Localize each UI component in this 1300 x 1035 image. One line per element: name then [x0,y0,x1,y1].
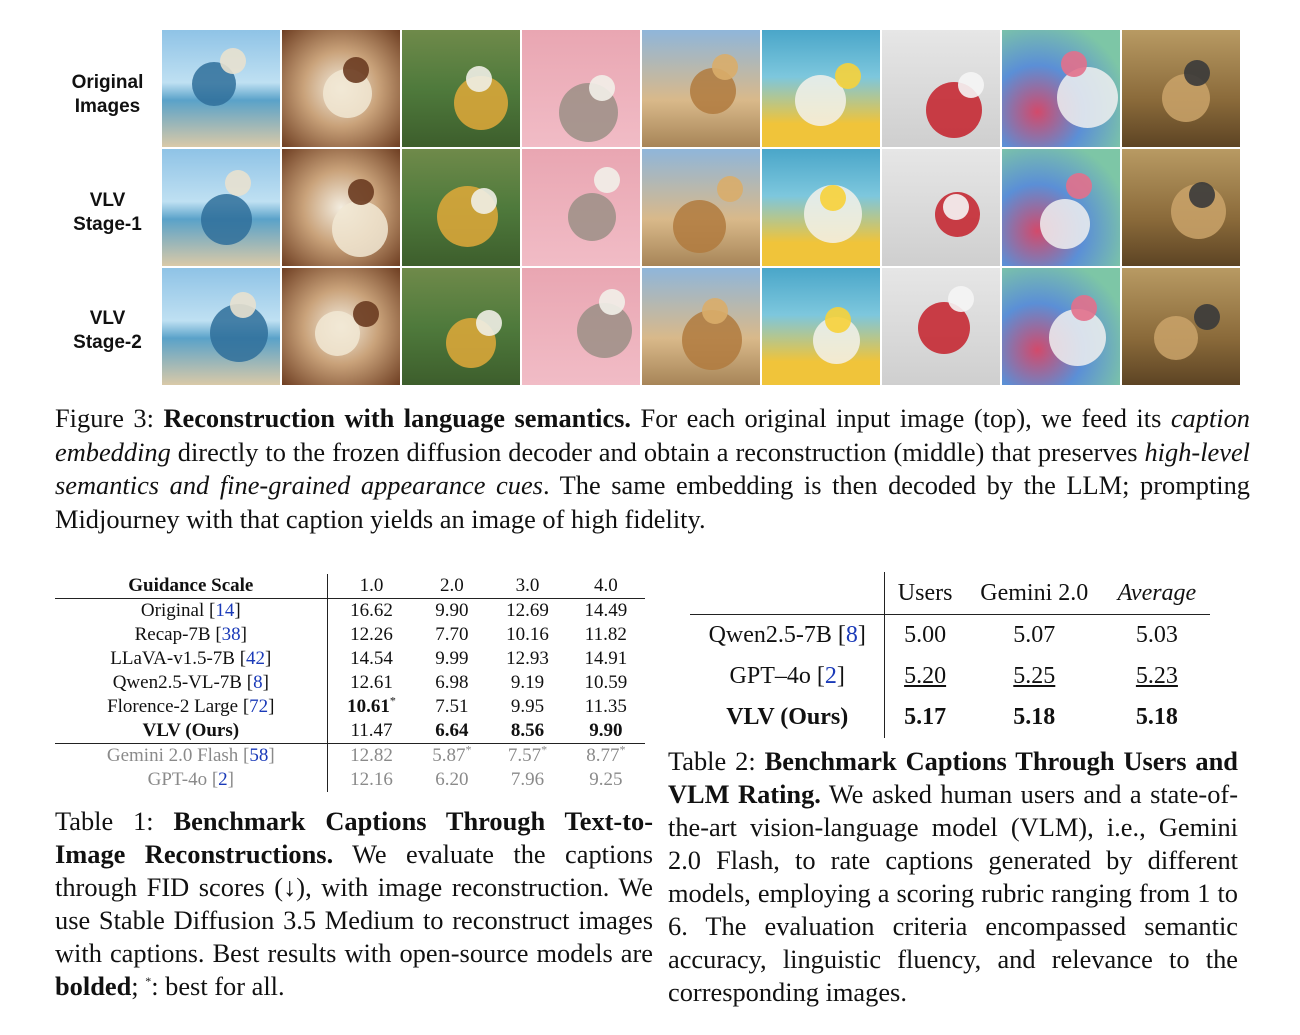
row-label [55,719,327,744]
table-cell [1104,656,1210,697]
image-subject-shape [332,201,388,257]
table-cell [1104,697,1210,738]
row-label: LLaVA-v1.5-7B [42] [55,647,327,671]
figure-image [522,268,640,385]
table-cell [415,671,488,695]
caption-emphasis: high-level semantics and fine-grained appearance cues [55,436,1250,500]
image-detail-shape [466,66,492,92]
table-1 [55,574,645,792]
table-cell [415,695,488,719]
caption-text: ; [131,971,146,1001]
table-cell [567,744,645,769]
image-detail-shape [594,167,620,193]
image-subject-shape [1057,67,1118,128]
image-detail-shape [1184,60,1210,86]
table-cell [327,671,415,695]
citation-link[interactable]: 8 [845,622,858,648]
table-2-caption [668,745,1238,1009]
table-header-cell: 2.0 [415,574,488,599]
image-detail-shape [599,289,625,315]
model-name: Gemini 2.0 Flash [106,745,239,766]
cell-value: 7.70 [435,624,469,645]
figure-image [402,30,520,147]
citation-link[interactable]: 14 [215,600,235,621]
table-cell [327,623,415,647]
row-label-line: Stage-1 [73,214,142,235]
table-cell [415,647,488,671]
model-name: Qwen2.5-7B [708,622,832,648]
image-subject-shape [673,200,726,253]
image-detail-shape [702,298,728,324]
image-grid [162,30,1243,386]
table-cell [488,695,566,719]
caption-text: We asked human users and a state-of-the-art vision-language model (VLM), i.e., Gemini 2.0 Flash, to rate captions generated by different models, employing a scoring rubric ranging from 1 to 6. The evaluation criteria encompassed semantic accuracy, linguistic fluency, and relevance to the corresponding images. [668,779,1238,1007]
citation-link[interactable]: 38 [221,624,241,645]
citation-link[interactable]: 2 [218,769,228,790]
image-detail-shape [348,179,374,205]
cell-value: 11.35 [584,696,627,717]
cell-value: 5.23 [1135,663,1178,689]
cell-value: 12.26 [350,624,393,645]
caption-text: . The same embedding is then decoded by the LLM; prompting Midjourney with that caption yields an image of high fidelity. [55,470,1250,534]
row-label-stage2 [55,307,160,355]
table-header-cell: Gemini 2.0 [965,572,1104,615]
figure-image [402,149,520,266]
table-row [55,623,645,647]
table-cell [327,647,415,671]
table-header-row [690,572,1210,615]
table-cell [488,671,566,695]
cell-value: 6.20 [435,769,469,790]
table-cell [567,647,645,671]
citation-link[interactable]: 72 [249,696,269,717]
image-detail-shape [471,188,497,214]
row-label-line: Original [71,72,144,93]
cell-value: 5.00 [904,622,947,648]
cell-value: 12.69 [506,600,549,621]
figure-image [762,30,880,147]
figure-image [1002,149,1120,266]
figure-image [882,268,1000,385]
image-detail-shape [948,286,974,312]
table-cell [567,768,645,792]
table-header-cell: Guidance Scale [55,574,327,599]
image-detail-shape [943,194,969,220]
image-subject-shape [1154,316,1198,360]
table-cell [488,744,566,769]
figure-image [762,149,880,266]
table-cell [885,615,965,657]
caption-title: Benchmark Captions Through Users and VLM Rating. [668,746,1238,809]
table-body [55,599,645,793]
citation-link[interactable]: 8 [253,672,263,693]
table-header-cell: 3.0 [488,574,566,599]
image-subject-shape [1040,199,1090,249]
table-cell [965,615,1104,657]
table-header-cell: 1.0 [327,574,415,599]
table-row [55,647,645,671]
image-detail-shape [1071,295,1097,321]
figure-image [762,268,880,385]
table-cell [415,623,488,647]
row-label [690,697,885,738]
figure-image [1002,30,1120,147]
row-label-line: VLV [89,308,126,329]
image-detail-shape [820,185,846,211]
caption-text: directly to the frozen diffusion decoder and obtain a reconstruction (middle) that preserves [170,436,1145,467]
table-header-cell: 4.0 [567,574,645,599]
cell-value: 8.77 [586,745,620,766]
figure-image [882,149,1000,266]
table-cell [885,656,965,697]
table-cell [567,623,645,647]
table-1-caption [55,805,653,1003]
model-name: GPT-4o [147,769,208,790]
table-cell [415,599,488,624]
table-row [690,697,1210,738]
cell-value: 6.64 [435,720,469,741]
cell-value: 5.03 [1135,622,1178,648]
table-cell [488,599,566,624]
cell-value: 8.56 [510,720,545,741]
table-cell [327,719,415,744]
cell-value: 12.61 [350,672,393,693]
best-overall-star: * [389,693,396,708]
table-cell [567,599,645,624]
image-subject-shape [568,193,616,241]
cell-value: 6.98 [435,672,469,693]
caption-label: Figure 3: [55,403,164,433]
cell-value: 12.93 [506,648,549,669]
figure-image [642,30,760,147]
cell-value: 10.61 [347,696,390,717]
table-cell [488,623,566,647]
caption-text: : best for all. [151,971,285,1001]
figure-image [642,149,760,266]
figure-image [162,268,280,385]
table-row [690,615,1210,657]
figure-image [1002,268,1120,385]
table-body [690,615,1210,739]
cell-value: 5.07 [1013,622,1056,648]
row-label: GPT–4o [2] [690,656,885,697]
table-cell [965,656,1104,697]
model-name: VLV (Ours) [726,704,849,730]
image-detail-shape [476,310,502,336]
table-row [55,719,645,744]
row-label: GPT-4o [2] [55,768,327,792]
cell-value: 11.82 [584,624,627,645]
cell-value: 12.82 [350,745,393,766]
image-detail-shape [835,63,861,89]
table-cell [415,768,488,792]
table-cell [415,744,488,769]
figure-image [882,30,1000,147]
table-cell [327,695,415,719]
model-name: Recap-7B [134,624,211,645]
figure-image [402,268,520,385]
cell-value: 7.51 [435,696,469,717]
cell-value: 14.49 [584,600,628,621]
table-row [55,671,645,695]
cell-value: 9.95 [510,696,545,717]
figure-image [642,268,760,385]
table-cell [567,695,645,719]
table-row [55,744,645,769]
row-label-line: Stage-2 [73,332,142,353]
model-name: VLV (Ours) [142,720,240,741]
image-detail-shape [717,176,743,202]
table-cell [885,697,965,738]
caption-emphasis: bolded [55,971,132,1001]
table-row [55,599,645,624]
row-label: Qwen2.5-7B [8] [690,615,885,657]
image-detail-shape [825,307,851,333]
cell-value: 9.25 [589,769,623,790]
model-name: Original [140,600,205,621]
table-cell [327,768,415,792]
figure-caption [55,402,1250,536]
cell-value: 5.20 [904,663,947,689]
cell-value: 16.62 [350,600,393,621]
figure-image [1122,30,1240,147]
figure-image [1122,149,1240,266]
caption-title: Benchmark Captions Through Text-to-Image Reconstructions. [55,806,653,869]
figure-image [282,268,400,385]
row-label-stage1 [55,189,160,237]
table-2 [690,572,1210,738]
image-detail-shape [220,48,246,74]
cell-value: 11.47 [350,720,393,741]
figure-image [1122,268,1240,385]
cell-value: 9.90 [589,720,623,741]
figure-image [282,149,400,266]
figure-image [522,149,640,266]
table-row [55,768,645,792]
row-label: Florence-2 Large [72] [55,695,327,719]
table-header-cell [690,572,885,615]
image-detail-shape [1189,182,1215,208]
image-detail-shape [958,72,984,98]
cell-value: 14.54 [350,648,393,669]
cell-value: 5.25 [1013,663,1056,689]
table-cell [1104,615,1210,657]
cell-value: 14.91 [584,648,628,669]
caption-label: Table 2: [668,746,765,776]
cell-value: 5.87 [432,745,466,766]
cell-value: 10.59 [584,672,628,693]
image-detail-shape [225,170,251,196]
caption-emphasis: caption embedding [55,403,1251,467]
figure-image [522,30,640,147]
citation-link[interactable]: 2 [824,663,837,689]
model-name: Qwen2.5-VL-7B [112,672,242,693]
cell-value: 9.90 [435,600,469,621]
image-detail-shape [712,54,738,80]
table-cell [567,719,645,744]
model-name: LLaVA-v1.5-7B [110,648,235,669]
caption-title: Reconstruction with language semantics. [163,403,632,433]
table-cell [567,671,645,695]
best-overall-star: * [619,742,626,757]
caption-text: For each original input image (top), we feed its [631,403,1171,433]
table-cell [488,768,566,792]
cell-value: 5.18 [1135,704,1178,730]
image-subject-shape [201,194,252,245]
best-overall-star: * [541,742,548,757]
citation-link[interactable]: 42 [246,648,266,669]
table-header-cell: Users [885,572,965,615]
row-label: Gemini 2.0 Flash [58] [55,744,327,769]
image-detail-shape [353,301,379,327]
table-row [55,695,645,719]
figure-image [162,30,280,147]
cell-value: 10.16 [506,624,549,645]
figure-image [162,149,280,266]
row-label: Recap-7B [38] [55,623,327,647]
row-label: Qwen2.5-VL-7B [8] [55,671,327,695]
row-label-original [55,71,160,119]
cell-value: 5.18 [1013,704,1056,730]
model-name: GPT–4o [729,663,811,689]
cell-value: 5.17 [904,704,947,730]
image-detail-shape [1194,304,1220,330]
table-cell [488,719,566,744]
image-detail-shape [343,57,369,83]
best-overall-star: * [465,742,472,757]
caption-star: * [145,974,152,989]
cell-value: 12.16 [350,769,393,790]
caption-text: We evaluate the captions through FID scores (↓), with image reconstruction. We use Stable Diffusion 3.5 Medium to reconstruct images with captions. Best results with open-source models are [55,839,653,968]
table-header-row [55,574,645,599]
cell-value: 9.99 [435,648,469,669]
image-detail-shape [230,292,256,318]
table-cell [327,599,415,624]
row-label: Original [14] [55,599,327,624]
cell-value: 9.19 [510,672,545,693]
caption-label: Table 1: [55,806,174,836]
table-cell [327,744,415,769]
table-cell [965,697,1104,738]
table-cell [488,647,566,671]
table-header-cell: Average [1104,572,1210,615]
row-label-line: VLV [89,190,126,211]
row-label-line: Images [74,96,141,117]
cell-value: 7.57 [507,745,542,766]
figure-image [282,30,400,147]
model-name: Florence-2 Large [107,696,239,717]
image-detail-shape [1061,51,1087,77]
cell-value: 7.96 [510,769,545,790]
table-cell [415,719,488,744]
image-detail-shape [1066,173,1092,199]
citation-link[interactable]: 58 [249,745,269,766]
table-row [690,656,1210,697]
image-detail-shape [589,75,615,101]
